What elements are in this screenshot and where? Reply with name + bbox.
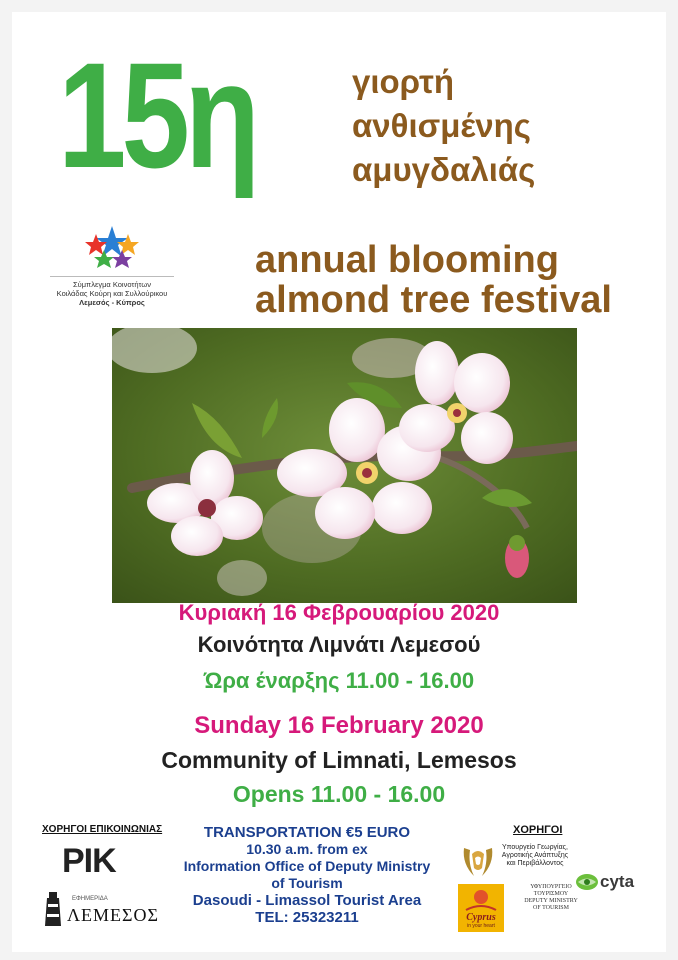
- deputy-ministry-line3: DEPUTY MINISTRY: [524, 898, 578, 904]
- sponsors-label: ΧΟΡΗΓΟΙ: [513, 824, 563, 836]
- deputy-ministry-line2: ΤΟΥΡΙΣΜΟΥ: [533, 891, 569, 897]
- transport-info: [172, 824, 442, 926]
- poster: [12, 12, 666, 952]
- organizer-line1: Σύμπλεγμα Κοινοτήτων: [73, 280, 151, 289]
- lighthouse-icon: [42, 888, 64, 928]
- edition-number: 15η: [58, 31, 256, 199]
- rik-logo: ΡΙΚ: [62, 842, 116, 880]
- deputy-ministry-line1: ΥΦΥΠΟΥΡΓΕΙΟ: [530, 884, 572, 890]
- media-sponsors-label: ΧΟΡΗΓΟΙ ΕΠΙΚΟΙΝΩΝΙΑΣ: [42, 824, 163, 835]
- title-english-line1: annual blooming: [255, 239, 559, 281]
- title-english-line2: almond tree festival: [255, 279, 612, 321]
- cyprus-emblem-icon: [460, 842, 496, 880]
- event-date-greek: Κυριακή 16 Φεβρουαρίου 2020: [178, 600, 500, 625]
- cyta-logo: cyta: [600, 872, 635, 891]
- organizer-line3: Λεμεσός - Κύπρος: [79, 298, 145, 307]
- event-time-english: Opens 11.00 - 16.00: [232, 781, 446, 807]
- transport-line6: TEL: 25323211: [255, 909, 359, 926]
- event-time-greek: Ώρα έναρξης 11.00 - 16.00: [203, 668, 475, 693]
- cyta-swirl-icon: [575, 872, 599, 892]
- almond-blossom-photo: [112, 328, 577, 603]
- title-english: [255, 240, 612, 320]
- organizer-text: [42, 280, 182, 307]
- ministry-agriculture-text: Υπουργείο Γεωργίας, Αγροτικής Ανάπτυξης και Περιβάλλοντος: [501, 844, 569, 867]
- event-date-english: Sunday 16 February 2020: [194, 712, 484, 739]
- deputy-ministry-line4: OF TOURISM: [533, 905, 569, 911]
- cyprus-brand-text: Cyprus: [466, 912, 496, 923]
- transport-line5: Dasoudi - Limassol Tourist Area: [192, 892, 422, 909]
- organizer-logo: [42, 224, 182, 324]
- title-greek-line2: ανθισμένης: [352, 107, 531, 144]
- event-place-greek: Κοινότητα Λιμνάτι Λεμεσού: [197, 632, 481, 657]
- title-greek-line3: αμυγδαλιάς: [352, 151, 536, 188]
- blossom-image: [112, 328, 577, 603]
- transport-line4: of Tourism: [271, 875, 343, 891]
- event-place-english: Community of Limnati, Lemesos: [161, 747, 517, 773]
- transport-line1: TRANSPORTATION €5 EURO: [203, 824, 411, 841]
- cyprus-tagline-text: in your heart: [467, 923, 495, 929]
- title-greek-line1: γιορτή: [352, 63, 455, 100]
- newspaper-small-label: ΕΦΗΜΕΡΙΔΑ: [72, 896, 108, 902]
- organizer-line2: Κοιλάδας Κούρη και Συλλούρικου: [56, 289, 168, 298]
- logo-divider: [50, 276, 174, 277]
- title-greek: [352, 60, 535, 192]
- stars-logo-icon: [82, 224, 142, 276]
- transport-line3: Information Office of Deputy Ministry: [183, 858, 431, 874]
- transport-line2: 10.30 a.m. from ex: [246, 841, 368, 857]
- newspaper-lemesos-logo: ΛΕΜΕΣΟΣ: [67, 905, 159, 925]
